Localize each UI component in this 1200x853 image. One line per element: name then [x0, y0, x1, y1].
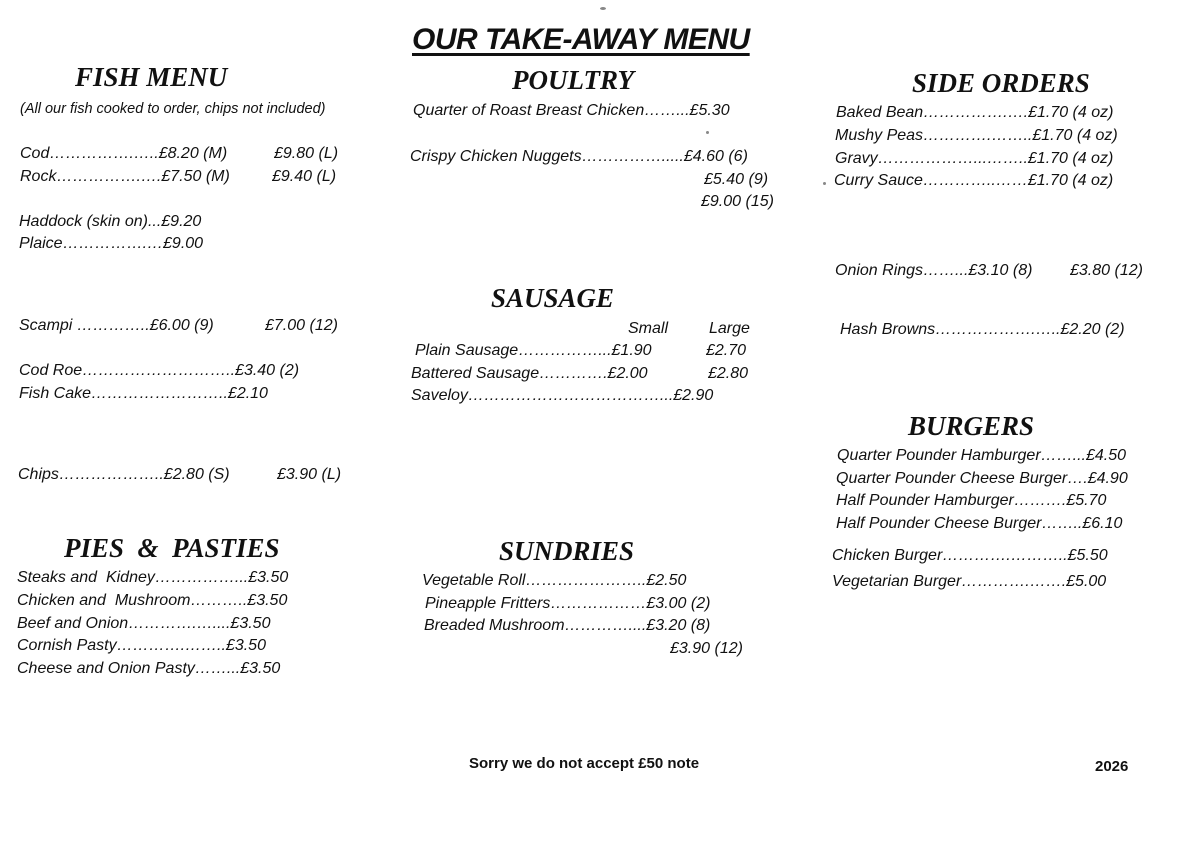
menu-item-battered-sausage-large: £2.80 [708, 365, 749, 382]
fish-menu-note: (All our fish cooked to order, chips not included) [20, 101, 326, 117]
menu-item-rock: Rock…………….….£7.50 (M) [20, 168, 230, 185]
menu-item-breaded-mushroom: Breaded Mushroom…………....£3.20 (8) [424, 617, 711, 634]
menu-item-cod-roe: Cod Roe………………………..£3.40 (2) [19, 362, 300, 379]
menu-item-scampi-large: £7.00 (12) [265, 317, 338, 334]
pies-heading: PIES & PASTIES [64, 533, 280, 563]
scan-speck [823, 182, 826, 185]
menu-item-chicken-burger: Chicken Burger………….………..£5.50 [832, 547, 1108, 564]
menu-item-pie: Steaks and Kidney……………...£3.50 [17, 569, 289, 586]
menu-item-cod-large: £9.80 (L) [274, 145, 339, 162]
menu-item-roast-chicken: Quarter of Roast Breast Chicken……...£5.30 [413, 102, 730, 119]
sausage-heading: SAUSAGE [491, 283, 615, 313]
menu-item-gravy: Gravy………………...……..£1.70 (4 oz) [835, 150, 1114, 167]
menu-item-battered-sausage: Battered Sausage………….£2.00 [411, 365, 648, 382]
menu-item-nuggets: Crispy Chicken Nuggets…………….....£4.60 (6) [410, 148, 748, 165]
sundries-heading: SUNDRIES [499, 536, 635, 566]
menu-item-baked-bean: Baked Bean…………….….£1.70 (4 oz) [836, 104, 1114, 121]
menu-item-plaice: Plaice…………….…£9.00 [19, 235, 204, 252]
menu-title: OUR TAKE-AWAY MENU [412, 23, 750, 56]
poultry-heading: POULTRY [512, 65, 635, 95]
menu-item-fish-cake: Fish Cake……………………..£2.10 [19, 385, 268, 402]
menu-item-burger: Half Pounder Hamburger……….£5.70 [836, 492, 1107, 509]
menu-item-burger: Half Pounder Cheese Burger……..£6.10 [836, 515, 1123, 532]
menu-item-burger: Quarter Pounder Cheese Burger….£4.90 [836, 470, 1128, 487]
menu-item-pie: Cornish Pasty………….……..£3.50 [17, 637, 266, 654]
menu-item-pie: Beef and Onion………….…....£3.50 [17, 615, 271, 632]
menu-item-cod: Cod…………….…..£8.20 (M) [20, 145, 228, 162]
menu-item-vegetarian-burger: Vegetarian Burger………….…….£5.00 [832, 573, 1107, 590]
sausage-col-large: Large [709, 320, 750, 337]
menu-item-vegetable-roll: Vegetable Roll…………………..£2.50 [422, 572, 687, 589]
menu-item-plain-sausage-large: £2.70 [706, 342, 747, 359]
sausage-col-small: Small [628, 320, 669, 337]
menu-item-haddock: Haddock (skin on)...£9.20 [19, 213, 202, 230]
menu-item-nuggets-9: £5.40 (9) [704, 171, 769, 188]
menu-item-burger: Quarter Pounder Hamburger……...£4.50 [837, 447, 1127, 464]
menu-item-curry-sauce: Curry Sauce…………..……£1.70 (4 oz) [834, 172, 1114, 189]
menu-item-breaded-mushroom-12: £3.90 (12) [670, 640, 743, 657]
menu-item-pie: Cheese and Onion Pasty……...£3.50 [17, 660, 281, 677]
menu-item-chips-large: £3.90 (L) [277, 466, 342, 483]
scan-speck [706, 131, 709, 134]
menu-item-nuggets-15: £9.00 (15) [701, 193, 774, 210]
menu-item-pie: Chicken and Mushroom………..£3.50 [17, 592, 288, 609]
menu-item-chips: Chips………………..£2.80 (S) [18, 466, 230, 483]
scan-speck [600, 7, 606, 10]
side-orders-heading: SIDE ORDERS [912, 68, 1090, 98]
menu-item-saveloy: Saveloy………………………………...£2.90 [411, 387, 714, 404]
burgers-heading: BURGERS [908, 411, 1035, 441]
menu-item-onion-rings-12: £3.80 (12) [1070, 262, 1143, 279]
menu-item-scampi: Scampi …………..£6.00 (9) [19, 317, 214, 334]
fish-menu-heading: FISH MENU [75, 62, 228, 92]
payment-notice: Sorry we do not accept £50 note [469, 755, 700, 772]
menu-item-onion-rings: Onion Rings……...£3.10 (8) [835, 262, 1033, 279]
menu-year: 2026 [1095, 758, 1129, 775]
menu-item-hash-browns: Hash Browns……………….…..£2.20 (2) [840, 321, 1125, 338]
menu-item-plain-sausage: Plain Sausage……………...£1.90 [415, 342, 652, 359]
menu-item-rock-large: £9.40 (L) [272, 168, 337, 185]
menu-item-pineapple-fritters: Pineapple Fritters………………£3.00 (2) [425, 595, 711, 612]
menu-item-mushy-peas: Mushy Peas………….……..£1.70 (4 oz) [835, 127, 1118, 144]
